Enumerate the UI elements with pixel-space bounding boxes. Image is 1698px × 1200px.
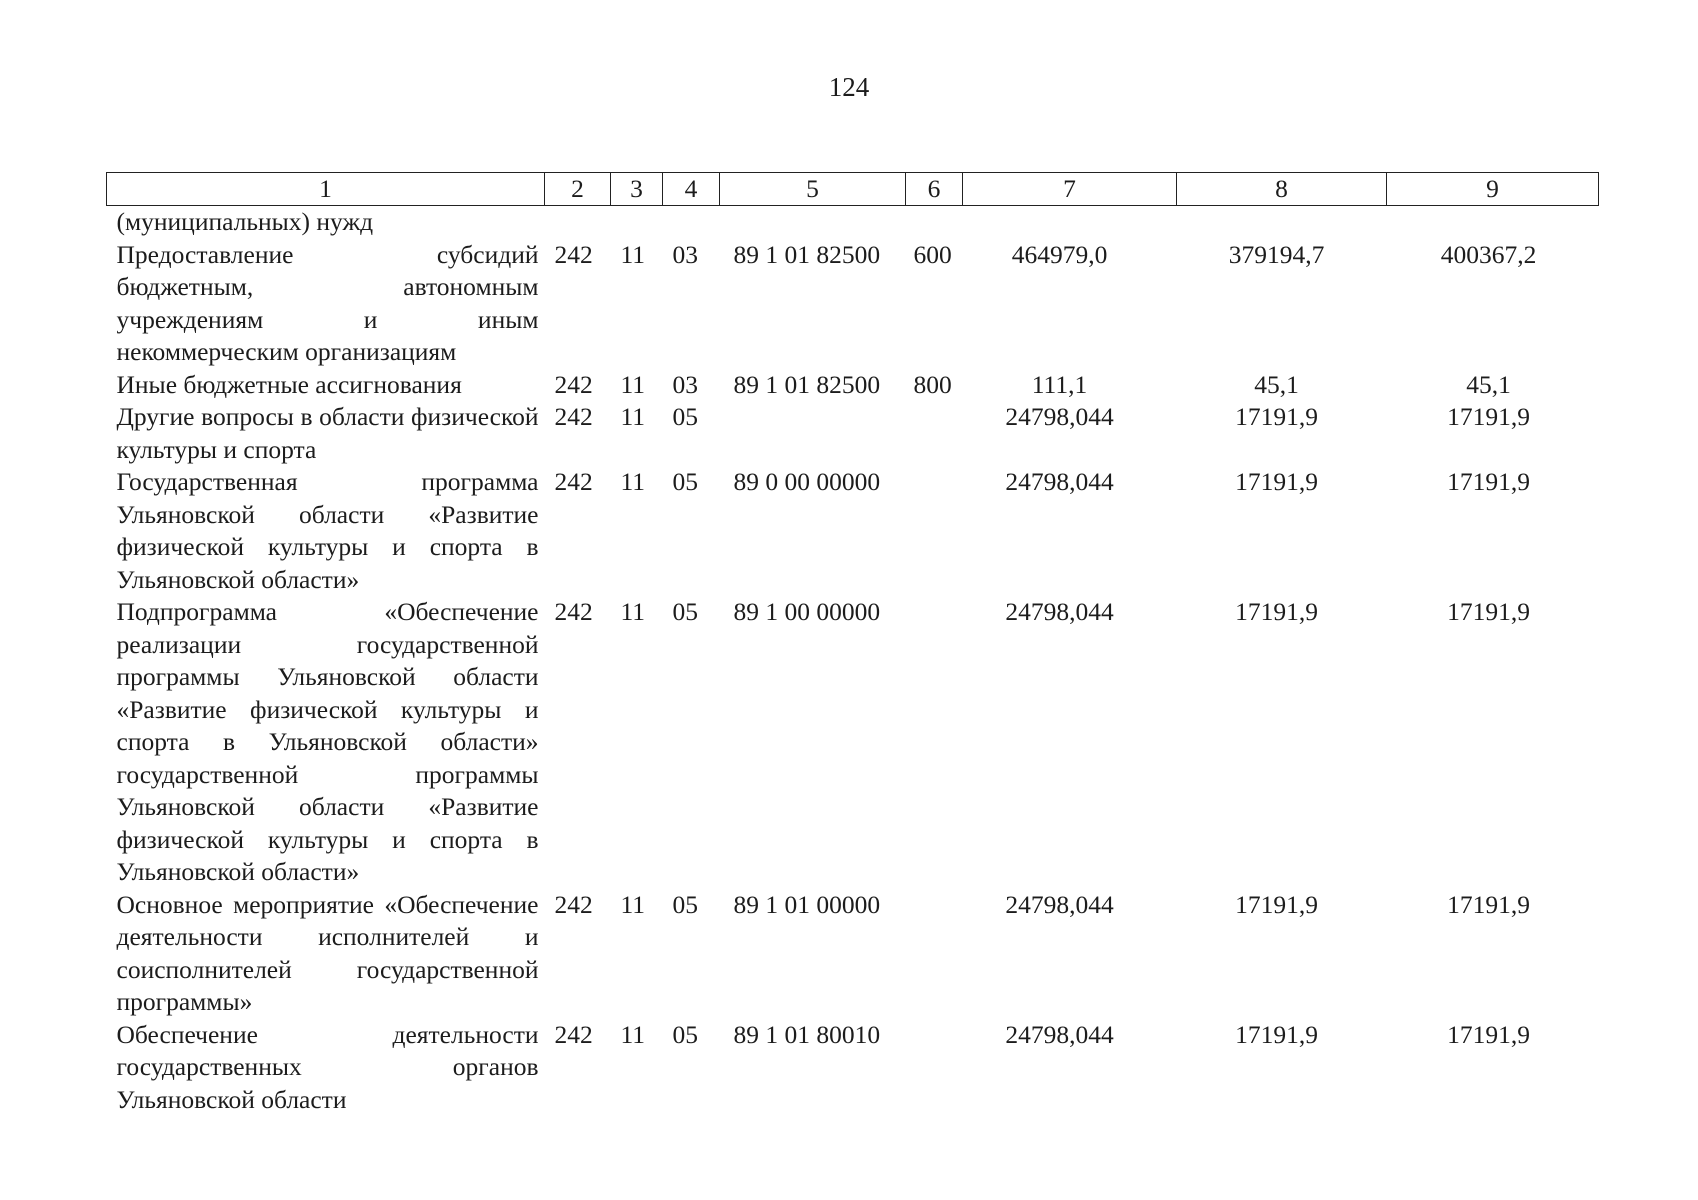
row-col-8: 17191,9 [1235,467,1318,496]
row-col-7: 464979,0 [1011,239,1108,269]
table-row [107,1019,1599,1117]
header-cell-4: 4 [663,173,720,206]
row-name: Обеспечение деятельности государственных органов Ульяновской области [116,1019,539,1114]
row-col-2: 242 [554,597,593,626]
row-col-2 [545,206,611,239]
row-col-6: 600 [913,239,952,269]
header-cell-3: 3 [611,173,663,206]
budget-table [106,172,1599,1116]
header-cell-9: 9 [1387,173,1599,206]
row-col-5: 89 0 00 00000 [733,467,881,496]
header-cell-2: 2 [545,173,611,206]
row-col-7: 24798,044 [1005,889,1114,919]
table-row [107,401,1599,466]
header-cell-5: 5 [720,173,906,206]
row-col-8 [1177,206,1387,239]
row-name: Другие вопросы в области физической культуры и спорта [116,402,539,464]
row-col-7 [963,206,1177,239]
row-col-7: 111,1 [1031,369,1088,399]
row-col-6 [906,401,963,466]
row-col-4: 05 [672,597,698,626]
row-col-4: 05 [672,402,698,431]
row-name: (муниципальных) нужд [116,207,374,236]
row-col-2: 242 [554,402,593,431]
header-cell-7: 7 [963,173,1177,206]
row-col-3: 11 [620,889,646,919]
row-col-4: 03 [672,239,698,269]
row-col-9: 17191,9 [1447,467,1530,496]
row-col-7: 24798,044 [1005,467,1114,496]
row-col-8: 17191,9 [1235,889,1318,919]
header-cell-6: 6 [906,173,963,206]
table-row [107,206,1599,239]
header-cell-1: 1 [107,173,545,206]
row-name: Иные бюджетные ассигнования [116,369,462,399]
row-col-5 [720,206,906,239]
row-col-6 [906,1019,963,1117]
table-row [107,369,1599,402]
row-col-5: 89 1 01 82500 [733,239,881,269]
page-number [0,72,1698,102]
table-row [107,239,1599,369]
row-col-4 [663,206,720,239]
header-row [107,173,1599,206]
row-col-6: 800 [913,369,952,399]
row-col-9: 17191,9 [1447,889,1530,919]
row-col-9: 400367,2 [1440,239,1537,269]
row-col-3: 11 [620,467,646,496]
row-col-5: 89 1 00 00000 [733,597,881,626]
row-col-7: 24798,044 [1005,597,1114,626]
row-col-8: 379194,7 [1228,239,1325,269]
row-col-8: 45,1 [1254,369,1299,399]
row-col-2: 242 [554,239,593,269]
row-col-6 [906,889,963,1019]
table-row [107,889,1599,1019]
table-body [107,206,1599,1117]
table-header [107,173,1599,206]
row-col-4: 05 [672,889,698,919]
row-name: Подпрограмма «Обеспечение реализации государственной программы Ульяновской области «Развитие физической культуры и спорта в Ульяновской области» государственной программы Ульяновской области «Развитие физической культуры и спорта в Ульяновской области» [116,597,539,886]
row-name: Государственная программа Ульяновской области «Развитие физической культуры и спорта в Ульяновской области» [116,467,539,594]
row-col-6 [906,466,963,596]
row-col-4: 05 [672,467,698,496]
page-number-text: 124 [828,72,870,102]
row-col-3: 11 [620,597,646,626]
row-col-9: 45,1 [1466,369,1511,399]
table-row [107,596,1599,889]
row-col-6 [906,596,963,889]
row-col-4: 05 [672,1019,698,1049]
row-col-9: 17191,9 [1447,597,1530,626]
row-name: Основное мероприятие «Обеспечение деятельности исполнителей и соисполнителей государственной программы» [116,889,539,1016]
row-col-2: 242 [554,889,593,919]
row-col-5: 89 1 01 82500 [733,369,881,399]
table-row [107,466,1599,596]
row-col-3: 11 [620,402,646,431]
row-col-7: 24798,044 [1005,402,1114,431]
row-col-6 [906,206,963,239]
row-col-5: 89 1 01 80010 [733,1019,881,1049]
row-col-8: 17191,9 [1235,402,1318,431]
row-col-3 [611,206,663,239]
row-col-2: 242 [554,467,593,496]
header-cell-8: 8 [1177,173,1387,206]
row-col-3: 11 [620,369,646,399]
row-col-5 [720,401,906,466]
row-col-7: 24798,044 [1005,1019,1114,1049]
row-col-3: 11 [620,1019,646,1049]
row-col-9: 17191,9 [1447,402,1530,431]
row-col-9 [1387,206,1599,239]
row-name: Предоставление субсидий бюджетным, автономным учреждениям и иным некоммерческим организациям [116,239,539,366]
row-col-4: 03 [672,369,698,399]
row-col-8: 17191,9 [1235,1019,1318,1049]
row-col-9: 17191,9 [1447,1019,1530,1049]
row-col-5: 89 1 01 00000 [733,889,881,919]
row-col-8: 17191,9 [1235,597,1318,626]
row-col-3: 11 [620,239,646,269]
row-col-2: 242 [554,369,593,399]
row-col-2: 242 [554,1019,593,1049]
